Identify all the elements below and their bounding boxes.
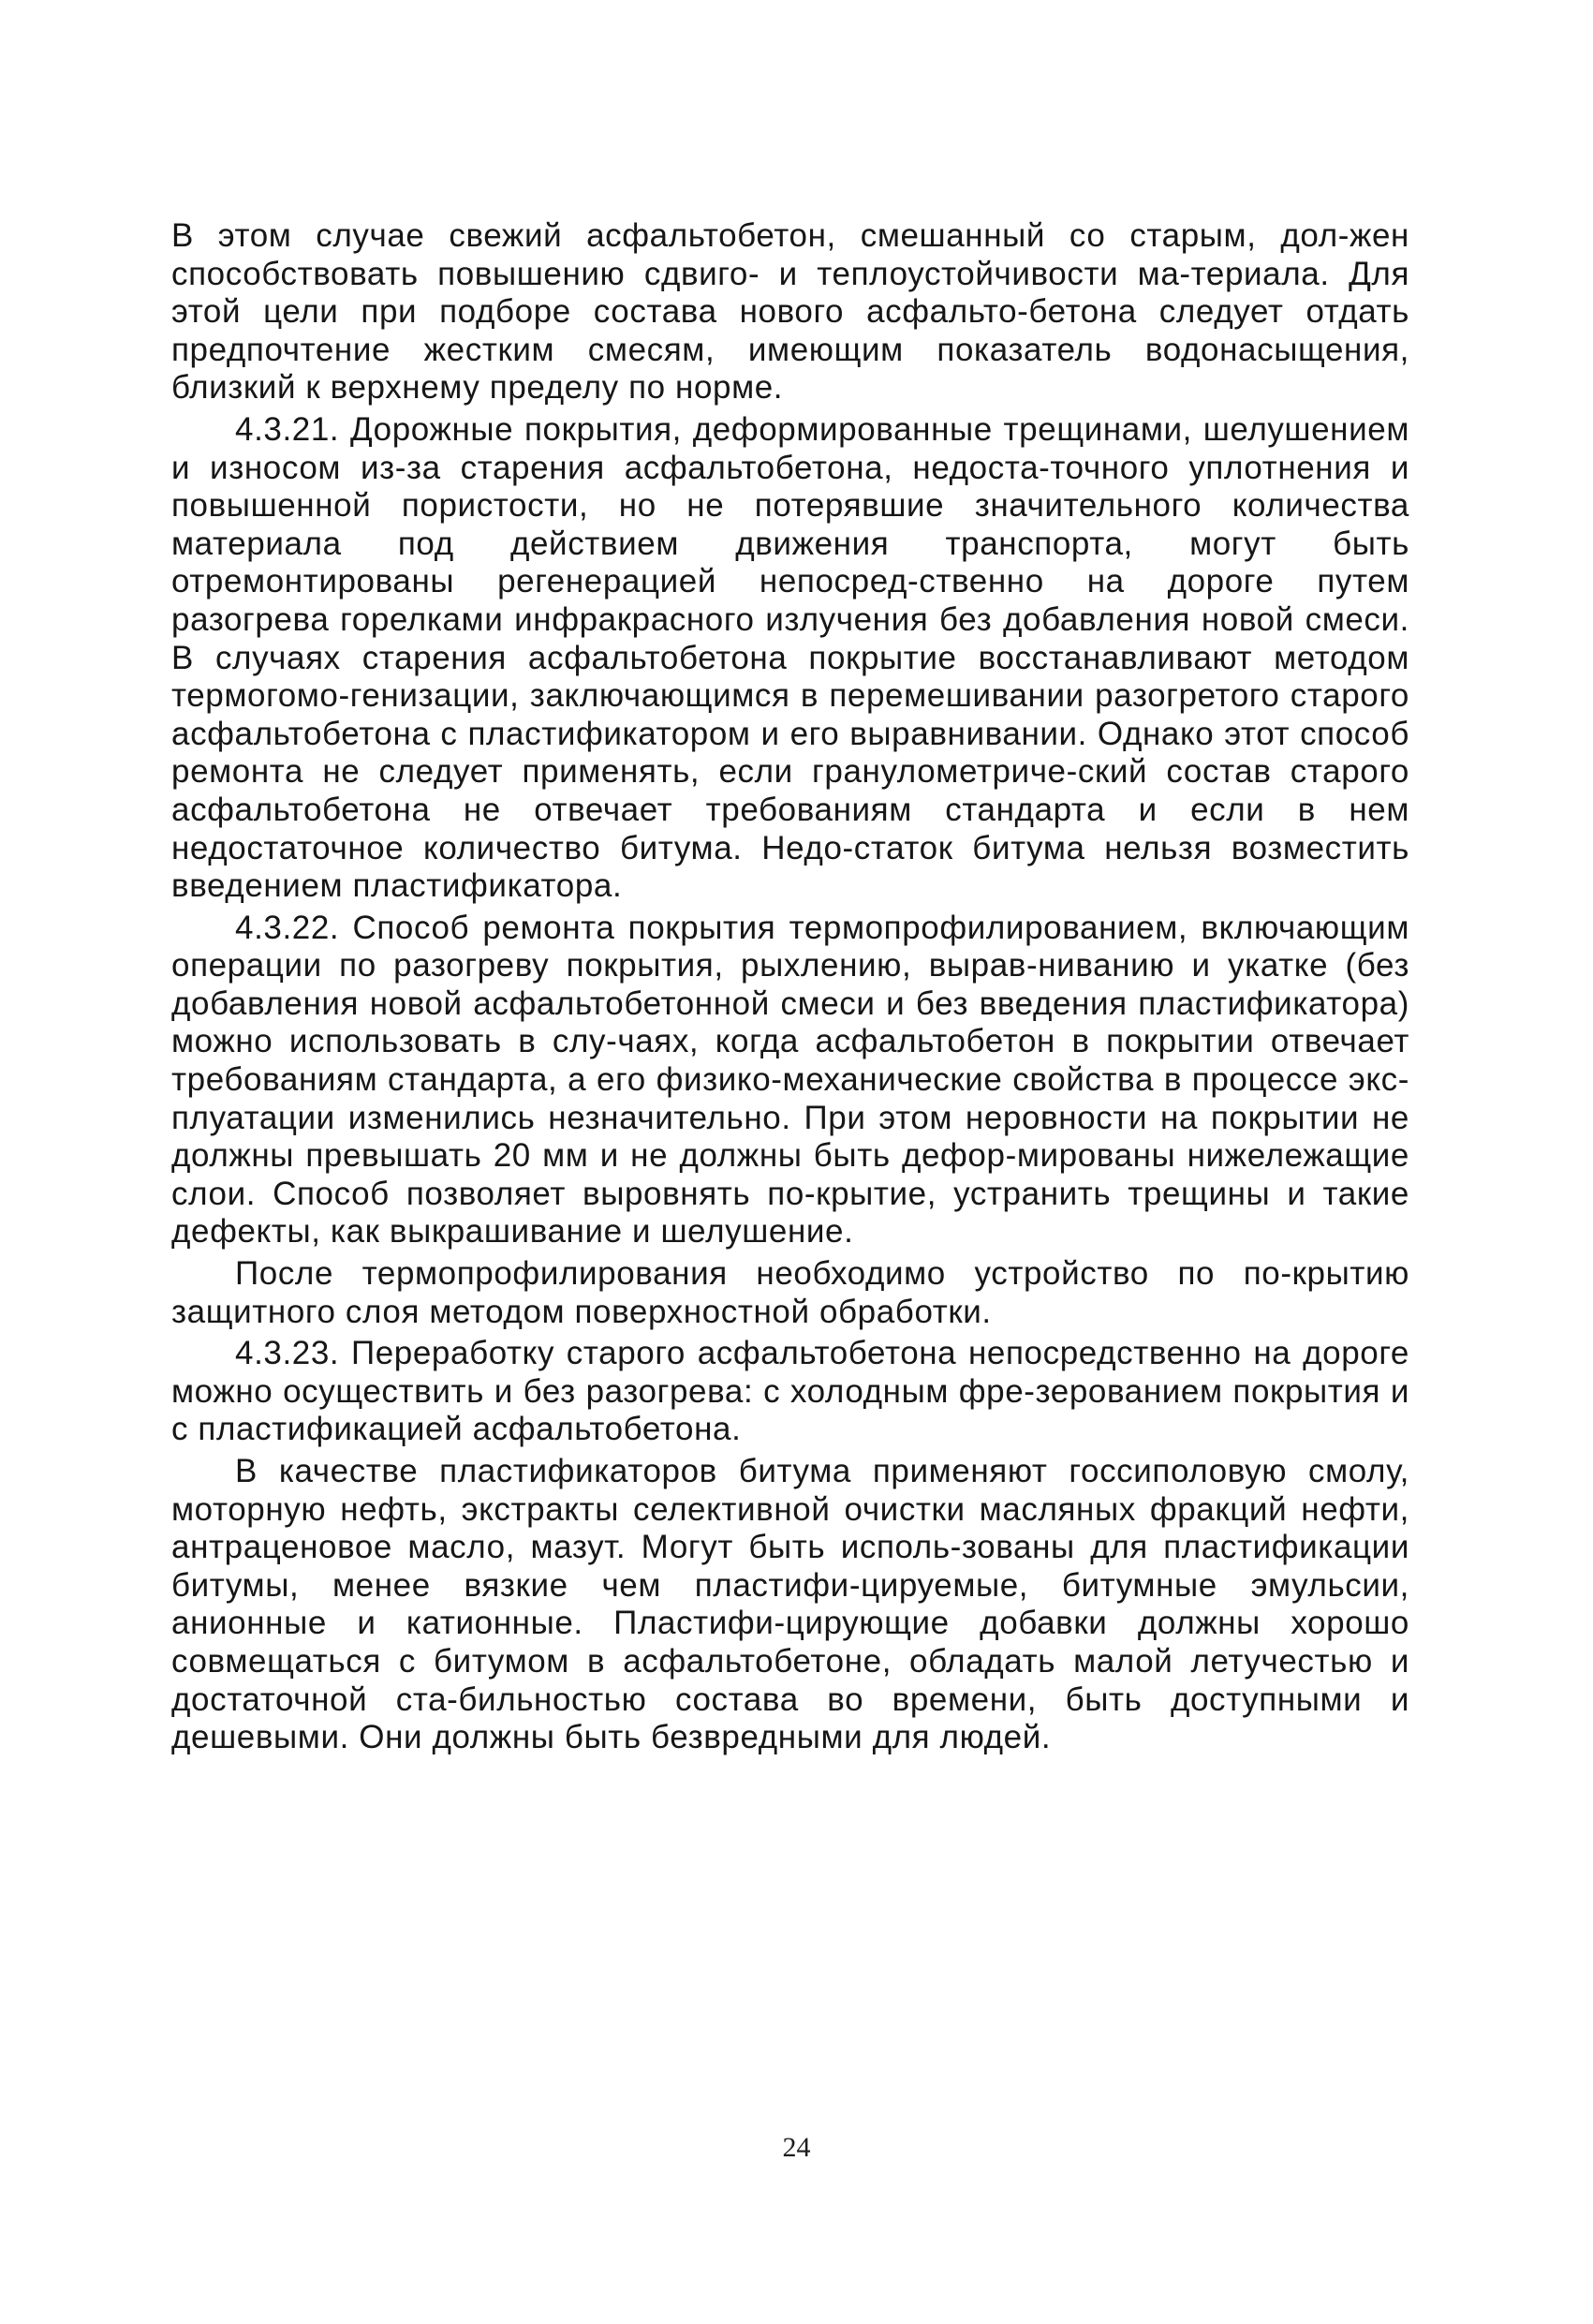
paragraph-plasticizers: В качестве пластификаторов битума применяют госсиполовую смолу, моторную нефть, экстракты селективной очистки масляных фракций нефти, антраценовое масло, мазут. Могут быть исполь-зованы для пластификации битумы, менее вязкие чем пластифи-цируемые, битумные эмульсии, анионные и катионные. Пластифи-цирующие добавки должны хорошо совмещаться с битумом в асфальтобетоне, обладать малой летучестью и достаточной ста-бильностью состава во времени, быть доступными и дешевыми. Они должны быть безвредными для людей. [171, 1453, 1409, 1756]
paragraph-4-3-21: 4.3.21. Дорожные покрытия, деформированные трещинами, шелушением и износом из-за старения асфальтобетона, недоста-точного уплотнения и повышенной пористости, но не потерявшие значительного количества материала под действием движения транспорта, могут быть отремонтированы регенерацией непосред-ственно на дороге путем разогрева горелками инфракрасного излучения без добавления новой смеси. В случаях старения асфальтобетона покрытие восстанавливают методом термогомо-генизации, заключающимся в перемешивании разогретого старого асфальтобетона с пластификатором и его выравнивании. Однако этот способ ремонта не следует применять, если гранулометриче-ский состав старого асфальтобетона не отвечает требованиям стандарта и если в нем недостаточное количество битума. Недо-статок битума нельзя возместить введением пластификатора. [171, 410, 1409, 905]
body-text [171, 217, 1409, 1761]
paragraph-after-thermoprofiling: После термопрофилирования необходимо устройство по по-крытию защитного слоя методом поверхностной обработки. [171, 1255, 1409, 1330]
paragraph-continuation: В этом случае свежий асфальтобетон, смешанный со старым, дол-жен способствовать повышению сдвиго- и теплоустойчивости ма-териала. Для этой цели при подборе состава нового асфальто-бетона следует отдать предпочтение жестким смесям, имеющим показатель водонасыщения, близкий к верхнему пределу по норме. [171, 217, 1409, 407]
page-number: 24 [782, 2132, 811, 2163]
paragraph-4-3-23: 4.3.23. Переработку старого асфальтобетона непосредственно на дороге можно осуществить и без разогрева: с холодным фре-зерованием покрытия и с пластификацией асфальтобетона. [171, 1335, 1409, 1448]
paragraph-4-3-22: 4.3.22. Способ ремонта покрытия термопрофилированием, включающим операции по разогреву покрытия, рыхлению, вырав-ниванию и укатке (без добавления новой асфальтобетонной смеси и без введения пластификатора) можно использовать в слу-чаях, когда асфальтобетон в покрытии отвечает требованиям стандарта, а его физико-механические свойства в процессе экс-плуатации изменились незначительно. При этом неровности на покрытии не должны превышать 20 мм и не должны быть дефор-мированы нижележащие слои. Способ позволяет выровнять по-крытие, устранить трещины и такие дефекты, как выкрашивание и шелушение. [171, 909, 1409, 1251]
